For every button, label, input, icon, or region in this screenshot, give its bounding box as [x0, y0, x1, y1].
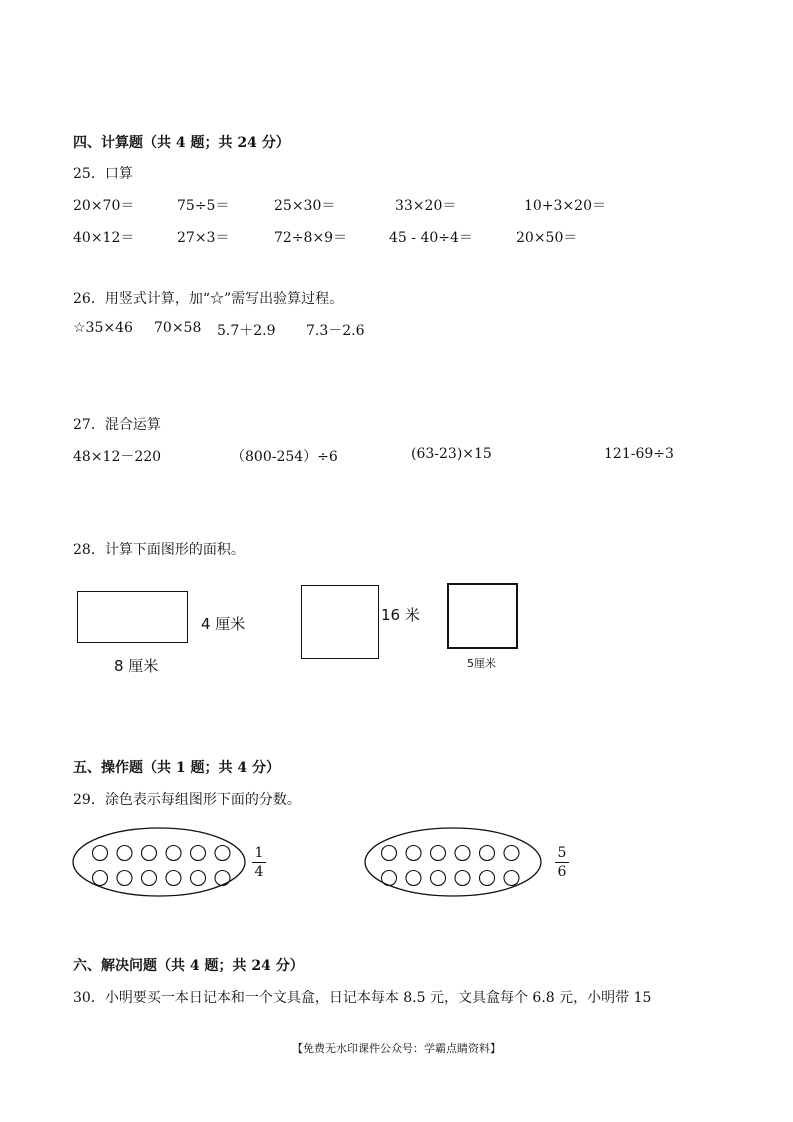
- oral-calc-item: 45 - 40÷4＝: [389, 230, 473, 246]
- vertical-calc-item: 7.3－2.6: [306, 323, 365, 339]
- vertical-calc-item: ☆35×46: [73, 320, 133, 336]
- small-circle: [142, 871, 157, 886]
- small-circle: [431, 846, 446, 861]
- rectangle-height-label: 4 厘米: [201, 615, 246, 633]
- rectangle-width-label: 8 厘米: [114, 657, 159, 675]
- mixed-calc-item: （800-254）÷6: [231, 449, 338, 465]
- small-circle: [117, 871, 132, 886]
- small-circle: [117, 846, 132, 861]
- fraction-2-numerator: 5: [557, 845, 567, 861]
- oral-calc-item: 25×30＝: [274, 198, 336, 214]
- question-28-label: 28．计算下面图形的面积。: [73, 542, 245, 558]
- question-27-label: 27．混合运算: [73, 417, 161, 433]
- circle-set: [93, 846, 231, 886]
- fraction-1-numerator: 1: [254, 845, 264, 861]
- small-circle: [215, 871, 230, 886]
- small-circle: [406, 871, 421, 886]
- fraction-2-denominator: 6: [557, 864, 567, 880]
- fraction-1: [252, 845, 266, 880]
- small-circle: [166, 846, 181, 861]
- circle-set: [382, 846, 520, 886]
- oral-calc-item: 40×12＝: [73, 230, 135, 246]
- vertical-calc-item: 70×58: [154, 320, 202, 336]
- small-circle: [480, 871, 495, 886]
- question-30-text: 30．小明要买一本日记本和一个文具盒，日记本每本 8.5 元，文具盒每个 6.8 元，小明带 15: [73, 990, 652, 1006]
- mixed-calc-item: 121-69÷3: [604, 446, 674, 462]
- oral-calc-item: 75÷5＝: [177, 198, 230, 214]
- vertical-calc-item: 5.7＋2.9: [217, 323, 276, 339]
- small-circle: [191, 871, 206, 886]
- small-circle: [431, 871, 446, 886]
- small-circle: [455, 846, 470, 861]
- small-circle: [382, 846, 397, 861]
- question-25-label: 25．口算: [73, 166, 133, 182]
- oral-calc-item: 20×50＝: [516, 230, 578, 246]
- square-shape-2: [447, 583, 518, 649]
- fraction-bar: [252, 862, 266, 863]
- small-circle: [406, 846, 421, 861]
- fraction-bar: [555, 862, 569, 863]
- oral-calc-item: 33×20＝: [395, 198, 457, 214]
- small-circle: [93, 846, 108, 861]
- oral-calc-item: 10+3×20＝: [524, 198, 606, 214]
- fraction-2: [555, 845, 569, 880]
- oval-outline: [365, 828, 541, 896]
- square-shape-1: [301, 585, 379, 659]
- fraction-1-denominator: 4: [254, 864, 264, 880]
- small-circle: [455, 871, 470, 886]
- oral-calc-item: 27×3＝: [177, 230, 230, 246]
- small-circle: [504, 846, 519, 861]
- footer-note: 【免费无水印课件公众号：学霸点睛资料】: [292, 1042, 501, 1055]
- small-circle: [93, 871, 108, 886]
- mixed-calc-item: (63-23)×15: [411, 446, 492, 462]
- mixed-calc-item: 48×12－220: [73, 449, 162, 465]
- oval-group-2: [362, 825, 546, 899]
- square-1-side-label: 16 米: [381, 606, 420, 624]
- oral-calc-item: 72÷8×9＝: [274, 230, 348, 246]
- question-26-label: 26．用竖式计算，加“☆”需写出验算过程。: [73, 291, 344, 307]
- section-6-title: 六、解决问题（共 4 题；共 24 分）: [73, 958, 304, 974]
- small-circle: [191, 846, 206, 861]
- small-circle: [166, 871, 181, 886]
- small-circle: [142, 846, 157, 861]
- small-circle: [480, 846, 495, 861]
- question-29-label: 29．涂色表示每组图形下面的分数。: [73, 792, 301, 808]
- rectangle-shape: [77, 591, 188, 643]
- section-4-title: 四、计算题（共 4 题；共 24 分）: [73, 135, 290, 151]
- oral-calc-item: 20×70＝: [73, 198, 135, 214]
- square-2-side-label: 5厘米: [467, 657, 496, 670]
- small-circle: [504, 871, 519, 886]
- small-circle: [215, 846, 230, 861]
- oval-group-1: [70, 825, 250, 899]
- small-circle: [382, 871, 397, 886]
- section-5-title: 五、操作题（共 1 题；共 4 分）: [73, 760, 280, 776]
